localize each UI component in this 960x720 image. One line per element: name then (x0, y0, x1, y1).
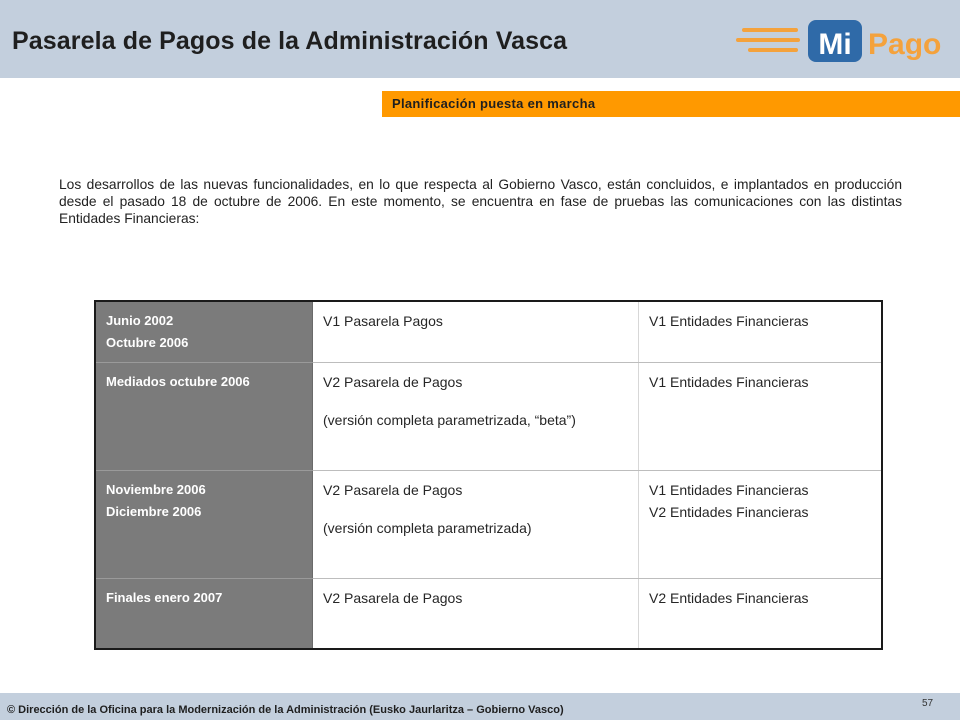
pasarela-cell (313, 471, 639, 579)
logo-speed-lines (736, 28, 800, 52)
table-row (95, 301, 882, 363)
date-cell (95, 579, 313, 650)
pasarela-line: V1 Pasarela Pagos (323, 313, 443, 329)
date-line: Finales enero 2007 (106, 590, 223, 605)
date-line: Octubre 2006 (106, 335, 189, 350)
date-cell (95, 301, 313, 363)
page-number: 57 (922, 698, 934, 709)
header-bar (0, 0, 960, 78)
pasarela-line: V2 Pasarela de Pagos (323, 482, 463, 498)
date-line: Noviembre 2006 (106, 482, 206, 497)
date-cell (95, 471, 313, 579)
date-cell (95, 363, 313, 471)
entidades-cell (639, 363, 883, 471)
entidades-cell (639, 471, 883, 579)
date-line: Diciembre 2006 (106, 504, 202, 519)
section-label: Planificación puesta en marcha (392, 96, 596, 111)
entidades-cell (639, 301, 883, 363)
logo-text-pago: Pago (868, 28, 942, 61)
pasarela-line: (versión completa parametrizada, “beta”) (323, 412, 576, 428)
section-header-bar (382, 91, 960, 117)
date-line: Junio 2002 (106, 313, 174, 328)
pasarela-cell (313, 363, 639, 471)
footer-bar (0, 693, 960, 720)
entidades-line: V2 Entidades Financieras (649, 504, 809, 520)
entidades-line: V1 Entidades Financieras (649, 374, 809, 390)
planning-table (94, 300, 883, 650)
entidades-line: V2 Entidades Financieras (649, 590, 809, 606)
intro-paragraph: Los desarrollos de las nuevas funcionalidades, en lo que respecta al Gobierno Vasco, están concluidos, e implantados en producción desde el pasado 18 de octubre de 2006. En este momento, se encuentra en fase de pruebas las comunicaciones con las distintas Entidades Financieras: (59, 177, 902, 226)
pasarela-cell (313, 301, 639, 363)
footer-copyright: © Dirección de la Oficina para la Modernización de la Administración (Eusko Jaurlaritza – Gobierno Vasco) (7, 704, 564, 716)
table-row (95, 471, 882, 579)
entidades-cell (639, 579, 883, 650)
pasarela-line: V2 Pasarela de Pagos (323, 590, 463, 606)
pasarela-cell (313, 579, 639, 650)
mipago-logo (736, 14, 946, 66)
pasarela-line: (versión completa parametrizada) (323, 520, 532, 536)
entidades-line: V1 Entidades Financieras (649, 313, 809, 329)
date-line: Mediados octubre 2006 (106, 374, 250, 389)
entidades-line: V1 Entidades Financieras (649, 482, 809, 498)
table-row (95, 363, 882, 471)
table-row (95, 579, 882, 650)
logo-text-mi: Mi (818, 28, 852, 61)
pasarela-line: V2 Pasarela de Pagos (323, 374, 463, 390)
page-title: Pasarela de Pagos de la Administración Vasca (12, 27, 568, 55)
